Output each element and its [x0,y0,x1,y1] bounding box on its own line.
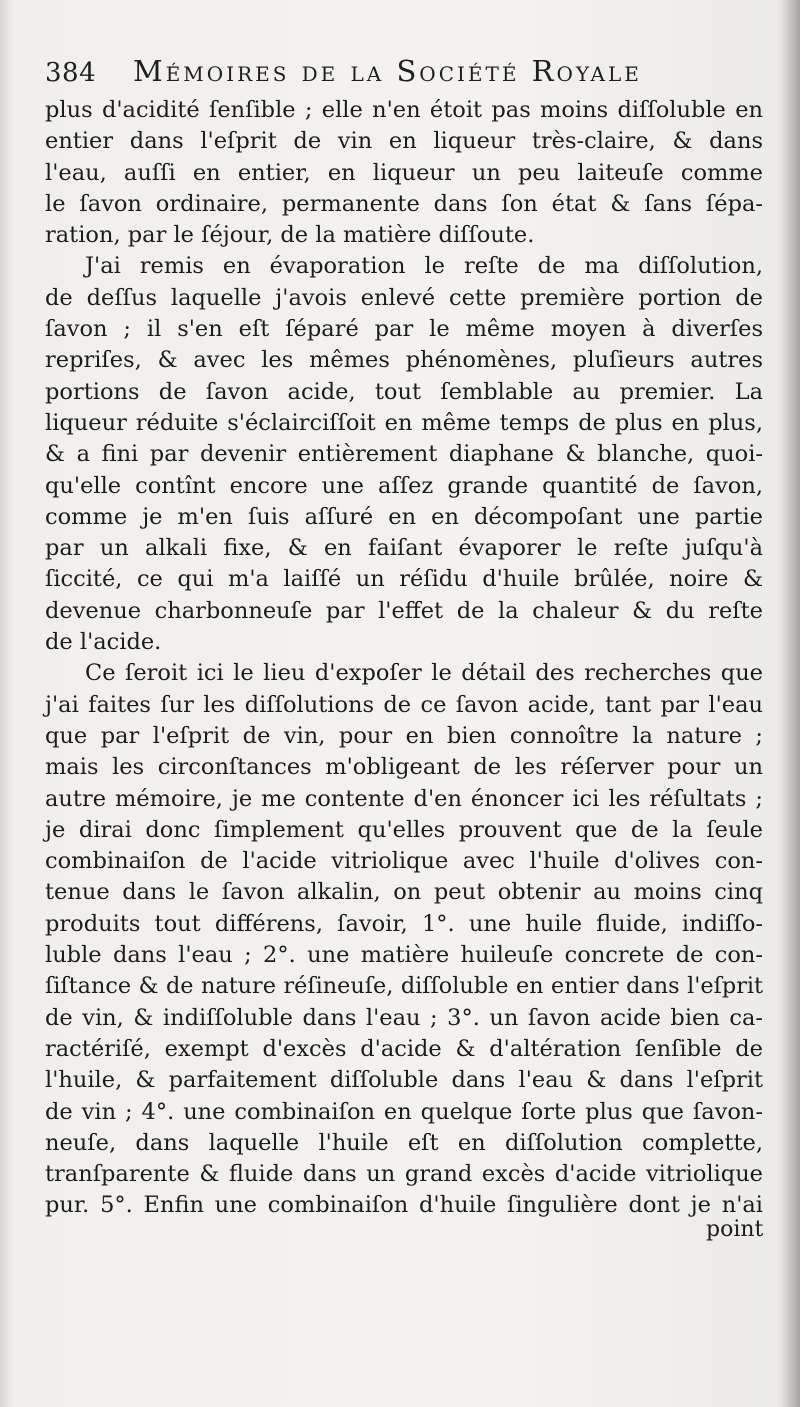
page-number: 384 [45,58,97,88]
text-line: repriſes, & avec les mêmes phénomènes, pluſieurs autres [45,347,763,374]
text-line: ſiſtance & de nature réſineuſe, diſſoluble en entier dans l'eſprit [45,973,763,1000]
paragraph-start-line: Ce ſeroit ici le lieu d'expoſer le détail des recherches que [85,660,763,687]
running-title: Mémoires de la Société Royale [133,54,642,88]
text-line: produits tout différens, ſavoir, 1°. une huile fluide, indiſſo- [45,910,763,937]
text-line: autre mémoire, je me contente d'en énoncer ici les réſultats ; [45,785,763,812]
text-line: je dirai donc ſimplement qu'elles prouvent que de la ſeule [45,816,763,843]
text-line: l'huile, & parfaitement diſſoluble dans l'eau & dans l'eſprit [45,1067,763,1094]
text-line: qu'elle contînt encore une aſſez grande quantité de ſavon, [45,472,763,499]
text-line: ſiccité, ce qui m'a laiſſé un réſidu d'huile brûlée, noire & [45,566,763,593]
text-line: j'ai faites ſur les diſſolutions de ce ſavon acide, tant par l'eau [45,691,763,718]
text-line: de vin, & indiſſoluble dans l'eau ; 3°. un ſavon acide bien ca- [45,1004,763,1031]
text-line: tranſparente & fluide dans un grand excès d'acide vitriolique [45,1161,763,1188]
running-header [45,52,745,92]
text-line: neuſe, dans laquelle l'huile eſt en diſſolution complette, [45,1129,763,1156]
text-line: de vin ; 4°. une combinaiſon en quelque ſorte plus que ſavon- [45,1098,763,1125]
text-line: pur. 5°. Enfin une combinaiſon d'huile ſingulière dont je n'ai [45,1192,763,1219]
page-gutter-shadow [782,0,800,1407]
body-text [45,95,763,1222]
text-line: de deſſus laquelle j'avois enlevé cette première portion de [45,284,763,311]
text-line: liqueur réduite s'éclairciſſoit en même temps de plus en plus, [45,409,763,436]
text-line: mais les circonſtances m'obligeant de les réſerver pour un [45,754,763,781]
text-line: plus d'acidité ſenſible ; elle n'en étoit pas moins diſſoluble en [45,97,763,123]
text-line: tenue dans le ſavon alkalin, on peut obtenir au moins cinq [45,879,763,906]
text-line: entier dans l'eſprit de vin en liqueur très-claire, & dans [45,128,763,155]
text-line: combinaiſon de l'acide vitriolique avec l'huile d'olives con- [45,848,763,875]
text-line: l'eau, auſſi en entier, en liqueur un peu laiteuſe comme [45,159,763,186]
text-line: par un alkali fixe, & en faiſant évaporer le reſte juſqu'à [45,535,763,562]
catchword: point [706,1217,764,1242]
text-line: comme je m'en ſuis aſſuré en en décompoſant une partie [45,503,763,530]
text-line: de l'acide. [45,629,162,656]
text-line: devenue charbonneuſe par l'effet de la chaleur & du reſte [45,597,763,624]
text-line: & a fini par devenir entièrement diaphane & blanche, quoi- [45,441,763,468]
text-line: luble dans l'eau ; 2°. une matière huileuſe concrete de con- [45,942,763,969]
text-line: que par l'eſprit de vin, pour en bien connoître la nature ; [45,722,763,749]
text-line: ſavon ; il s'en eſt ſéparé par le même moyen à diverſes [45,316,763,343]
text-line: ractériſé, exempt d'excès d'acide & d'altération ſenſible de [45,1035,763,1062]
text-line: portions de ſavon acide, tout ſemblable au premier. La [45,378,763,405]
paragraph-start-line: J'ai remis en évaporation le reſte de ma diſſolution, [85,253,763,280]
text-line: le ſavon ordinaire, permanente dans ſon état & ſans ſépa- [45,190,763,217]
text-line: ration, par le ſéjour, de la matière diſſoute. [45,222,535,249]
